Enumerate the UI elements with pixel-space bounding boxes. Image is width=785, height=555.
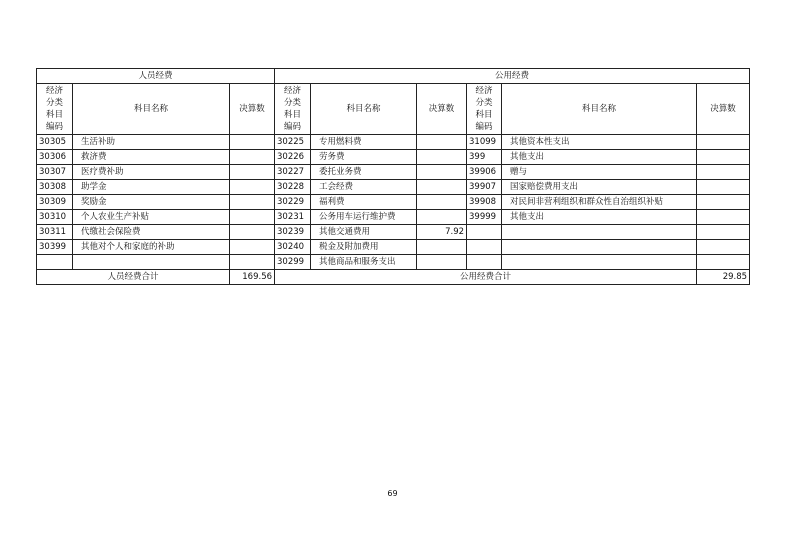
cell-code: 30309 xyxy=(37,195,73,210)
code-col-header: 经济 分类 科目 编码 xyxy=(275,84,311,135)
cell-name: 工会经费 xyxy=(311,180,417,195)
public-header: 公用经费 xyxy=(275,69,750,84)
cell-name xyxy=(502,255,697,270)
group-header-row xyxy=(37,69,750,84)
table-row xyxy=(37,165,750,180)
cell-amount xyxy=(230,195,275,210)
cell-name xyxy=(73,255,230,270)
cell-name: 国家赔偿费用支出 xyxy=(502,180,697,195)
cell-code: 30228 xyxy=(275,180,311,195)
personnel-header: 人员经费 xyxy=(37,69,275,84)
cell-amount xyxy=(230,180,275,195)
cell-code: 30306 xyxy=(37,150,73,165)
cell-amount xyxy=(230,210,275,225)
cell-code: 30229 xyxy=(275,195,311,210)
cell-code: 39908 xyxy=(467,195,502,210)
column-header-row xyxy=(37,84,750,135)
amount-col-header: 决算数 xyxy=(697,84,750,135)
amount-col-header: 决算数 xyxy=(417,84,467,135)
cell-name: 公务用车运行维护费 xyxy=(311,210,417,225)
cell-name: 劳务费 xyxy=(311,150,417,165)
cell-amount xyxy=(697,180,750,195)
table-row xyxy=(37,255,750,270)
cell-name: 委托业务费 xyxy=(311,165,417,180)
cell-code xyxy=(37,255,73,270)
cell-name: 代缴社会保险费 xyxy=(73,225,230,240)
cell-code xyxy=(467,240,502,255)
cell-amount xyxy=(697,210,750,225)
table-row xyxy=(37,240,750,255)
cell-code: 30305 xyxy=(37,135,73,150)
cell-code: 39999 xyxy=(467,210,502,225)
cell-name: 救济费 xyxy=(73,150,230,165)
cell-amount xyxy=(230,165,275,180)
cell-name xyxy=(502,225,697,240)
cell-amount xyxy=(230,150,275,165)
cell-name: 助学金 xyxy=(73,180,230,195)
cell-amount xyxy=(697,225,750,240)
cell-name: 其他支出 xyxy=(502,210,697,225)
table-row xyxy=(37,225,750,240)
cell-amount xyxy=(417,135,467,150)
cell-amount xyxy=(417,165,467,180)
cell-name: 其他商品和服务支出 xyxy=(311,255,417,270)
cell-amount xyxy=(417,180,467,195)
cell-amount xyxy=(697,240,750,255)
table-row xyxy=(37,135,750,150)
cell-code xyxy=(467,255,502,270)
cell-amount xyxy=(417,255,467,270)
cell-code: 30310 xyxy=(37,210,73,225)
cell-amount xyxy=(230,135,275,150)
cell-code: 39907 xyxy=(467,180,502,195)
cell-code: 30239 xyxy=(275,225,311,240)
personnel-total-label: 人员经费合计 xyxy=(37,270,230,285)
cell-code: 30299 xyxy=(275,255,311,270)
code-col-header: 经济 分类 科目 编码 xyxy=(37,84,73,135)
cell-code: 30308 xyxy=(37,180,73,195)
cell-amount xyxy=(417,240,467,255)
public-total-value: 29.85 xyxy=(697,270,750,285)
cell-code: 30307 xyxy=(37,165,73,180)
cell-code xyxy=(467,225,502,240)
cell-code: 399 xyxy=(467,150,502,165)
cell-name: 奖励金 xyxy=(73,195,230,210)
cell-name: 医疗费补助 xyxy=(73,165,230,180)
cell-code: 39906 xyxy=(467,165,502,180)
name-col-header: 科目名称 xyxy=(311,84,417,135)
cell-name: 对民间非营利组织和群众性自治组织补贴 xyxy=(502,195,697,210)
cell-name: 其他支出 xyxy=(502,150,697,165)
cell-code: 30226 xyxy=(275,150,311,165)
cell-name: 其他资本性支出 xyxy=(502,135,697,150)
cell-name: 生活补助 xyxy=(73,135,230,150)
cell-amount xyxy=(230,240,275,255)
cell-code: 30240 xyxy=(275,240,311,255)
table-row xyxy=(37,150,750,165)
cell-amount xyxy=(417,150,467,165)
name-col-header: 科目名称 xyxy=(73,84,230,135)
cell-code: 30231 xyxy=(275,210,311,225)
cell-amount xyxy=(697,165,750,180)
cell-amount xyxy=(417,210,467,225)
page-number: 69 xyxy=(387,489,398,498)
table-row xyxy=(37,210,750,225)
personnel-total-value: 169.56 xyxy=(230,270,275,285)
cell-amount xyxy=(230,225,275,240)
public-total-label: 公用经费合计 xyxy=(275,270,697,285)
cell-code: 31099 xyxy=(467,135,502,150)
cell-amount xyxy=(697,135,750,150)
code-col-header: 经济 分类 科目 编码 xyxy=(467,84,502,135)
name-col-header: 科目名称 xyxy=(502,84,697,135)
cell-amount xyxy=(417,195,467,210)
cell-amount xyxy=(230,255,275,270)
cell-amount xyxy=(697,195,750,210)
cell-code: 30225 xyxy=(275,135,311,150)
cell-amount: 7.92 xyxy=(417,225,467,240)
table-body xyxy=(37,135,750,270)
cell-amount xyxy=(697,150,750,165)
cell-amount xyxy=(697,255,750,270)
cell-code: 30399 xyxy=(37,240,73,255)
cell-code: 30227 xyxy=(275,165,311,180)
cell-name: 个人农业生产补贴 xyxy=(73,210,230,225)
amount-col-header: 决算数 xyxy=(230,84,275,135)
cell-name: 专用燃料费 xyxy=(311,135,417,150)
table-row xyxy=(37,180,750,195)
cell-name: 其他交通费用 xyxy=(311,225,417,240)
cell-name: 税金及附加费用 xyxy=(311,240,417,255)
cell-name: 赠与 xyxy=(502,165,697,180)
cell-name: 其他对个人和家庭的补助 xyxy=(73,240,230,255)
totals-row xyxy=(37,270,750,285)
cell-name xyxy=(502,240,697,255)
cell-code: 30311 xyxy=(37,225,73,240)
cell-name: 福利费 xyxy=(311,195,417,210)
table-row xyxy=(37,195,750,210)
budget-table xyxy=(36,68,750,285)
